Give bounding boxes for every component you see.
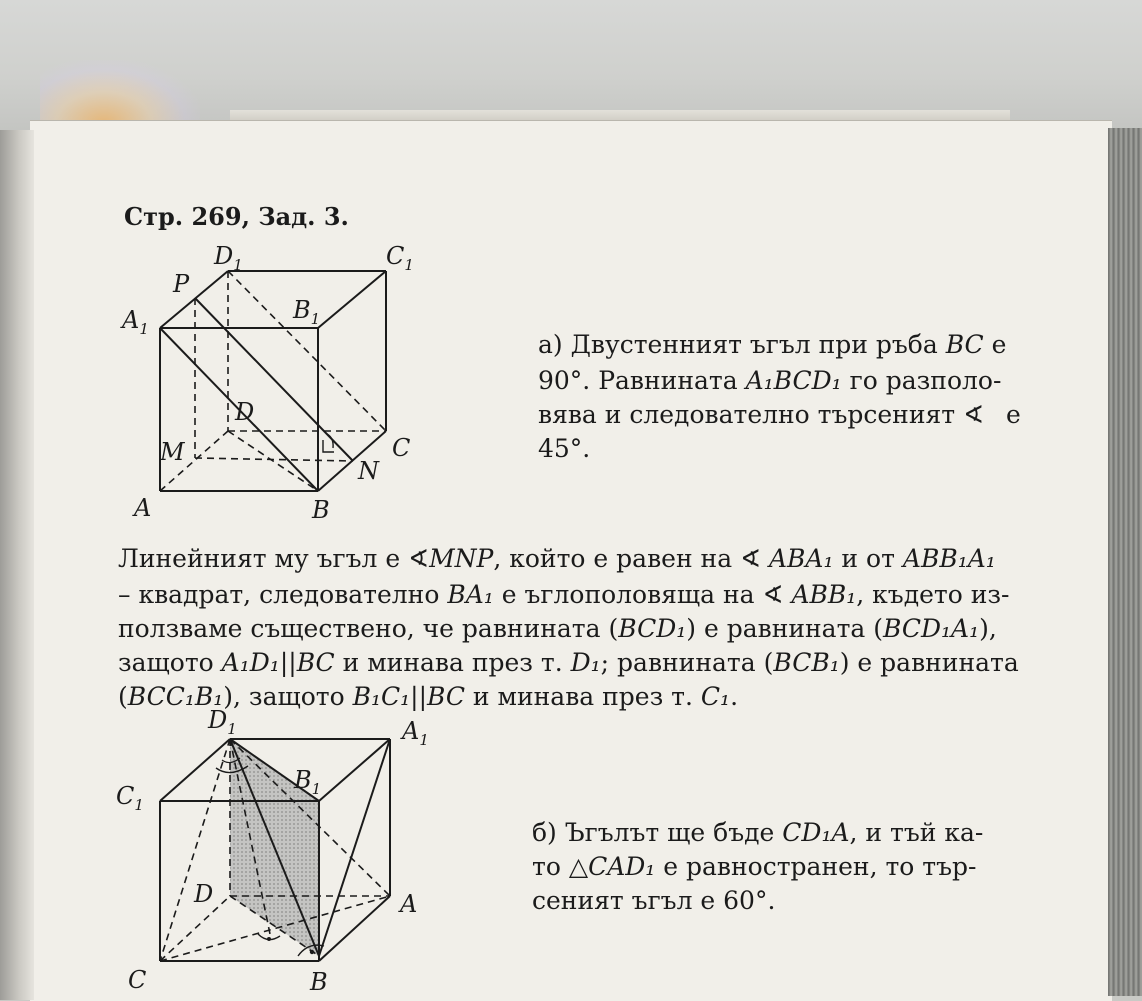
part-a-line2b: го разполо- [849,366,1002,395]
mid-text: ползваме съществено, че равнината ( [118,614,619,643]
label-B: B [310,968,328,996]
mid-text: ) е равнината [839,648,1019,677]
angle-symbol: ∢ [963,400,985,429]
label-B1: $B_1$ [293,296,321,328]
label-B1: $B_1$ [294,766,322,798]
label-P: P [173,270,190,298]
part-b-text-3: сеният ъгъл е 60°. [532,886,776,915]
label-D: D [194,880,214,908]
angle-MNP: MNP [429,544,494,573]
segment-BC: BC [427,682,465,711]
parallel-symbol: || [410,682,428,711]
mid-text: ; равнината ( [600,648,774,677]
segment-B1C1: B₁C₁ [352,682,411,711]
segment-A1D1: A₁D₁ [221,648,280,677]
label-A: A [400,890,418,918]
book-page-edges [1108,128,1142,996]
mid-text: защото [118,648,214,677]
angle-ABB1: ABB₁ [791,580,857,609]
edge-BC: BC [945,330,984,359]
parallel-symbol: || [279,648,297,677]
mid-text: и минава през т. [464,682,693,711]
figure-cube-1 [120,236,440,526]
part-b-text-2: то [532,852,561,881]
mid-text: – квадрат, следователно [118,580,440,609]
mid-text: ) е равнината ( [686,614,884,643]
mid-text: и от [833,544,895,573]
part-a-line3b: е [1005,400,1021,429]
label-C1: $C_1$ [386,242,414,274]
plane-BCB1: BCB₁ [773,648,840,677]
book-spine-shadow [0,130,34,1000]
part-b-text-1b: , и тъй ка- [849,818,984,847]
mid-text: . [730,682,739,711]
label-C: C [392,434,411,462]
mid-text: ), [979,614,997,643]
mid-text: ( [118,682,128,711]
plane-BCC1B1: BCC₁B₁ [127,682,224,711]
plane-BCD1A1: BCD₁A₁ [883,614,980,643]
label-D: D [235,398,255,426]
mid-text: ), защото [223,682,345,711]
mid-text: Линейният му ъгъл е ∢ [118,544,430,573]
plane-A1BCD1: A₁BCD₁ [745,366,842,395]
triangle-CAD1: △CAD₁ [568,852,656,881]
part-a-line1: а) Двустенният ъгъл при ръба [538,330,938,359]
label-D1: $D_1$ [208,706,237,738]
segment-BA1: BA₁ [447,580,494,609]
label-M: M [160,438,185,466]
label-A1: $A_1$ [402,717,429,749]
segment-BC: BC [296,648,335,677]
figure-cube-2 [112,706,442,996]
angle-CD1A: CD₁A [782,818,850,847]
part-b-text-2b: е равностранен, то тър- [655,852,977,881]
label-A: A [134,494,152,522]
label-N: N [358,457,379,485]
part-a-line2: 90°. Равнината [538,366,738,395]
label-B: B [312,496,330,524]
part-a-line4: 45°. [538,434,591,463]
mid-text: и минава през т. [334,648,563,677]
label-C1: $C_1$ [116,782,144,814]
part-a-line3: вява и следователно търсеният [538,400,956,429]
plane-BCD1: BCD₁ [618,614,687,643]
square-ABB1A1: ABB₁A₁ [902,544,996,573]
part-b-text-1: б) Ъгълът ще бъде [532,818,775,847]
mid-text: е ъглополовяща на ∢ [493,580,784,609]
point-D1: D₁ [570,648,601,677]
problem-header: Стр. 269, Зад. 3. [124,202,349,231]
label-A1: $A_1$ [122,306,149,338]
point-C1: C₁ [700,682,731,711]
label-D1: $D_1$ [214,242,243,274]
mid-text: , който е равен на ∢ [493,544,762,573]
word-e: е [991,330,1007,359]
label-C: C [128,966,147,994]
mid-text: , където из- [856,580,1010,609]
angle-ABA1: ABA₁ [768,544,834,573]
